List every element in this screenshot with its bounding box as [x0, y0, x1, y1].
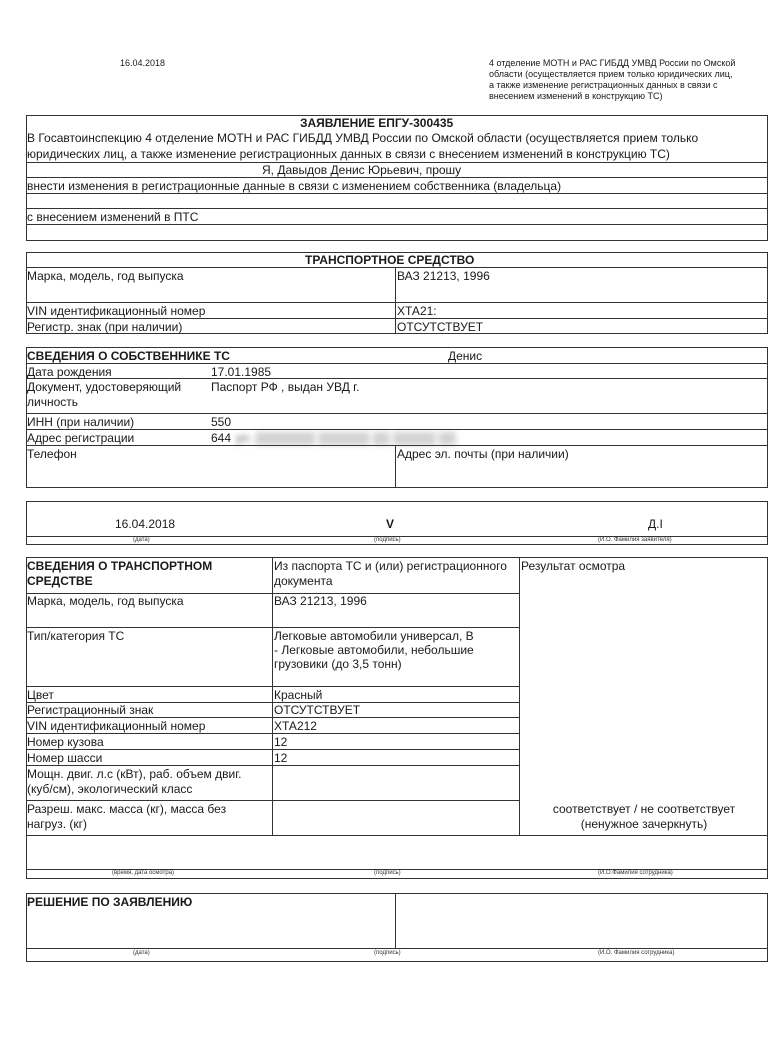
recipient-line: внесением изменений в конструкцию ТС): [489, 91, 663, 101]
vehicle-plate-label: Регистр. знак (при наличии): [27, 320, 183, 334]
owner-doc-label: личность: [27, 395, 79, 409]
owner-name: Денис: [448, 349, 483, 363]
application-text-line: юридических лиц, а также изменение регистрационных данных в связи с внесением изменений в конструкцию ТС): [27, 147, 670, 161]
insp-type-value: Легковые автомобили универсал, В: [274, 629, 474, 643]
inspection-col1-title: СВЕДЕНИЯ О ТРАНСПОРТНОМ: [27, 559, 213, 573]
caption-inspection-time: (время, дата осмотра): [112, 870, 175, 876]
insp-type-value: грузовики (до 3,5 тонн): [274, 657, 402, 671]
insp-mass-label: Разреш. макс. масса (кг), масса без: [27, 802, 227, 816]
insp-vin-label: VIN идентификационный номер: [27, 719, 206, 733]
caption-inspection-name: (И.О.Фамилия сотрудника): [598, 870, 673, 876]
insp-plate-value: ОТСУТСТВУЕТ: [274, 703, 361, 717]
inspection-col2-title: документа: [274, 574, 333, 588]
insp-body-value: 12: [274, 735, 288, 749]
vehicle-title: ТРАНСПОРТНОЕ СРЕДСТВО: [305, 253, 475, 267]
caption-inspection-sign: (подпись): [374, 870, 401, 876]
signature-mark: V: [386, 517, 395, 531]
insp-color-label: Цвет: [27, 688, 54, 702]
caption-date: (дата): [133, 537, 150, 543]
owner-inn-label: ИНН (при наличии): [27, 415, 135, 429]
owner-title: СВЕДЕНИЯ О СОБСТВЕННИКЕ ТС: [27, 349, 230, 363]
applicant-name: Я, Давыдов Денис Юрьевич, прошу: [262, 163, 462, 177]
vehicle-plate-value: ОТСУТСТВУЕТ: [397, 320, 484, 334]
owner-doc-value: Паспорт РФ , выдан УВД г.: [211, 380, 360, 394]
insp-plate-label: Регистрационный знак: [27, 703, 154, 717]
owner-doc-label: Документ, удостоверяющий: [27, 380, 182, 394]
caption-applicant: (И.О. Фамилия заявителя): [598, 537, 672, 543]
vehicle-vin-value: ХТА21:: [397, 304, 437, 318]
insp-make-label: Марка, модель, год выпуска: [27, 594, 184, 608]
inspection-result-note: (ненужное зачеркнуть): [580, 817, 708, 831]
recipient-line: 4 отделение МОТН и РАС ГИБДД УМВД России по Омской: [489, 58, 736, 68]
caption-decision-name: (И.О. Фамилия сотрудника): [598, 950, 675, 956]
owner-address-value: 644: [211, 431, 232, 445]
header-date: 16.04.2018: [120, 58, 166, 68]
recipient-line: области (осуществляется прием только юридических лиц,: [489, 69, 733, 79]
insp-power-label: Мощн. двиг. л.с (кВт), раб. объем двиг.: [27, 767, 242, 781]
owner-email-label: Адрес эл. почты (при наличии): [397, 447, 569, 461]
insp-vin-value: ХТА212: [274, 719, 317, 733]
request-text: внести изменения в регистрационные данные в связи с изменением собственника (владельца): [27, 179, 562, 193]
signature-name: Д.I: [648, 517, 663, 531]
insp-type-value: - Легковые автомобили, небольшие: [274, 643, 474, 657]
decision-title: РЕШЕНИЕ ПО ЗАЯВЛЕНИЮ: [27, 895, 193, 909]
owner-address-label: Адрес регистрации: [27, 431, 135, 445]
owner-dob-value: 17.01.1985: [211, 365, 272, 379]
insp-color-value: Красный: [274, 688, 323, 702]
insp-body-label: Номер кузова: [27, 735, 104, 749]
insp-power-label: (куб/см), экологический класс: [27, 782, 193, 796]
application-title: ЗАЯВЛЕНИЕ ЕПГУ-300435: [300, 116, 454, 130]
insp-chassis-value: 12: [274, 751, 288, 765]
insp-chassis-label: Номер шасси: [27, 751, 103, 765]
vehicle-make-value: ВАЗ 21213, 1996: [397, 269, 490, 283]
insp-make-value: ВАЗ 21213, 1996: [274, 594, 367, 608]
owner-inn-value: 550: [211, 415, 232, 429]
caption-sign: (подпись): [374, 537, 401, 543]
vehicle-vin-label: VIN идентификационный номер: [27, 304, 206, 318]
vehicle-make-label: Марка, модель, год выпуска: [27, 269, 184, 283]
recipient-line: а также изменение регистрационных данных в связи с: [489, 80, 718, 90]
insp-mass-label: нагруз. (кг): [27, 817, 88, 831]
caption-decision-sign: (подпись): [374, 950, 401, 956]
inspection-result: соответствует / не соответствует: [552, 802, 736, 816]
insp-type-label: Тип/категория ТС: [27, 629, 125, 643]
redacted-address: ул. ▒▒▒▒▒▒▒ ▒▒▒▒▒▒ ▒▒ ▒▒▒▒▒ ▒▒: [236, 431, 456, 445]
owner-section: [26, 347, 768, 488]
owner-dob-label: Дата рождения: [27, 365, 112, 379]
application-text-line: В Госавтоинспекцию 4 отделение МОТН и РАС ГИБДД УМВД России по Омской области (осуществляется прием только: [27, 131, 699, 145]
inspection-col2-title: Из паспорта ТС и (или) регистрационного: [274, 559, 507, 573]
owner-phone-label: Телефон: [27, 447, 77, 461]
caption-decision-date: (дата): [133, 950, 150, 956]
recipient-block: [489, 58, 735, 102]
inspection-col1-title: СРЕДСТВЕ: [27, 574, 93, 588]
inspection-col3-title: Результат осмотра: [521, 559, 626, 573]
request-note: с внесением изменений в ПТС: [27, 210, 199, 224]
signature-date: 16.04.2018: [115, 517, 176, 531]
